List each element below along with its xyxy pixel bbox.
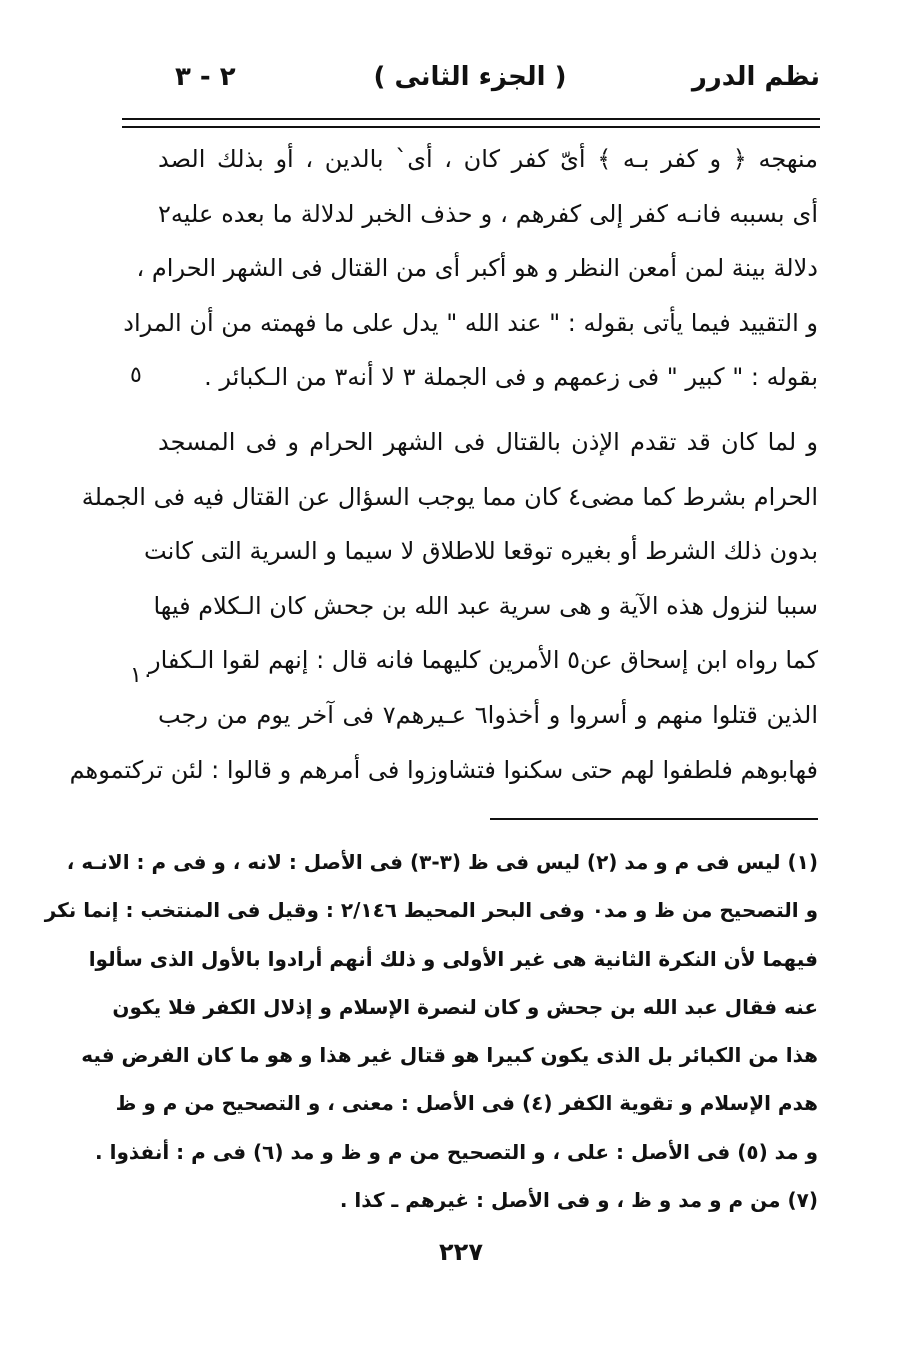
volume-label: ( الجزء الثانى ) <box>373 62 567 92</box>
header-double-rule <box>122 118 820 128</box>
book-title: نظم الدرر <box>691 62 820 92</box>
text-line: الحرام بشرط كما مضى٤ كان مما يوجب السؤال عن القتال فيه فى الجملة <box>81 482 818 511</box>
paragraph-gap <box>158 405 818 415</box>
line-number-10: ١٠ <box>130 663 154 688</box>
text-line: و التقييد فيما يأتى بقوله : " عند الله " يدل على ما فهمته من أن المراد <box>123 308 818 337</box>
footnote-line: فيهما لأن النكرة الثانية هى غير الأولى و ذلك أنهم أرادوا بالأول الذى سألوا <box>88 946 818 971</box>
line-number-5: ٥ <box>130 363 142 388</box>
footnote-line: (١) ليس فى م و مد (٢) ليس فى ظ (٣-٣) فى الأصل : لانه ، و فى م : الانـه ، <box>66 850 818 874</box>
footnote-line: هدم الإسلام و تقوية الكفر (٤) فى الأصل : معنى ، و التصحيح من م و ظ <box>115 1091 818 1116</box>
footnote-line: عنه فقال عبد الله بن جحش و كان لنصرة الإسلام و إذلال الكفر فلا يكون <box>112 994 818 1019</box>
footnote-line: (٧) من م و مد و ظ ، و فى الأصل : غيرهم ـ كذا . <box>339 1188 818 1213</box>
text-line: بدون ذلك الشرط أو بغيره توقعا للاطلاق لا سيما و السرية التى كانت <box>144 537 818 566</box>
text-line: منهجه ﴿ و كفر بـه ﴾ أىّ كفر كان ، أى` بالدين ، أو بذلك الصد <box>158 145 818 173</box>
page-number: ٢٢٧ <box>439 1238 483 1266</box>
text-line: كما رواه ابن إسحاق عن٥ الأمرين كليهما فانه قال : إنهم لقوا الـكفار <box>148 646 818 675</box>
text-line: سببا لنزول هذه الآية و هى سرية عبد الله بن جحش كان الـكلام فيها <box>153 591 818 620</box>
text-line: الذين قتلوا منهم و أسروا و أخذوا٦ عـيرهم٧ فى آخر يوم من رجب <box>158 700 819 729</box>
footnote-line: و مد (٥) فى الأصل : على ، و التصحيح من م و ظ و مد (٦) فى م : أنفذوا . <box>95 1139 818 1164</box>
running-header <box>120 62 820 106</box>
footnote-separator <box>490 818 818 820</box>
chapter-reference: ٢ - ٣ <box>175 62 236 92</box>
text-line: أى بسببه فانـه كفر إلى كفرهم ، و حذف الخبر لدلالة ما بعده عليه٢ <box>158 199 818 228</box>
footnotes-block <box>44 838 818 1224</box>
text-line: فهابوهم فلطفوا لهم حتى سكنوا فتشاوزوا فى أمرهم و قالوا : لئن تركتموهم <box>69 755 818 784</box>
footnote-line: هذا من الكبائر بل الذى يكون كبيرا هو قتال غير هذا و هو ما كان الفرض فيه <box>81 1043 818 1068</box>
text-line: و لما كان قد تقدم الإذن بالقتال فى الشهر الحرام و فى المسجد <box>158 427 818 456</box>
text-line: بقوله : " كبير " فى زعمهم و فى الجملة ٣ لا أنه٣ من الـكبائر . <box>204 363 818 392</box>
text-line: دلالة بينة لمن أمعن النظر و هو أكبر أى من القتال فى الشهر الحرام ، <box>136 254 818 283</box>
footnote-line: و التصحيح من ظ و مد٠ وفى البحر المحيط ٢/١٤٦ : وقيل فى المنتخب : إنما نكر <box>44 898 818 923</box>
